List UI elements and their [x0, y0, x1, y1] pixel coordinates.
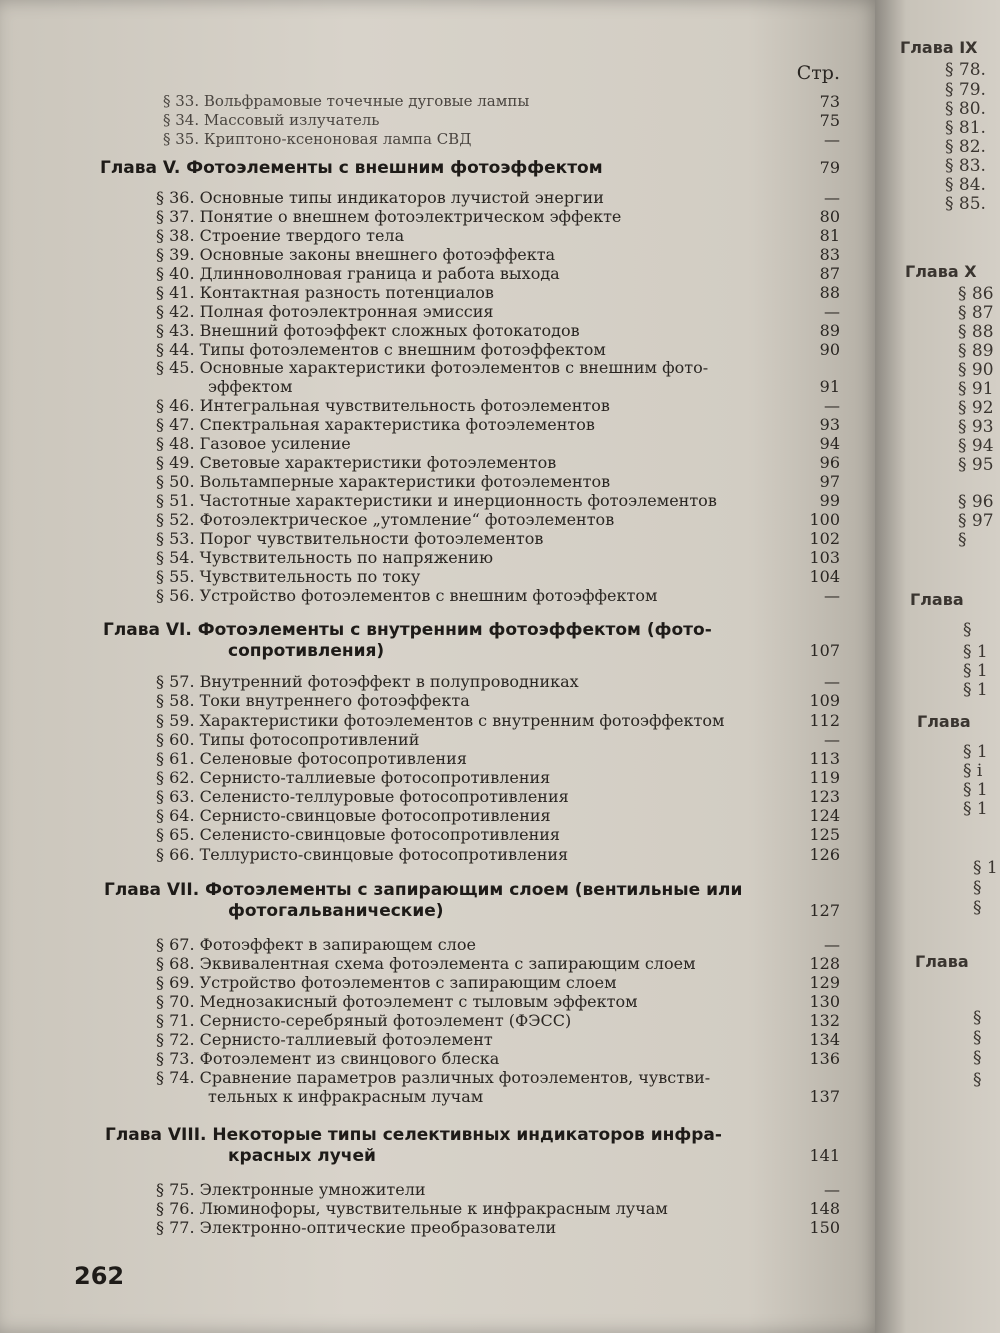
- toc-entry: § 43. Внешний фотоэффект сложных фотокатодов: [156, 321, 580, 340]
- facing-page-fragment: § 81.: [945, 118, 986, 138]
- facing-page-fragment: § 93: [958, 417, 994, 437]
- toc-page-number: 102: [809, 529, 840, 548]
- toc-page-number: 130: [809, 992, 840, 1011]
- toc-entry: § 39. Основные законы внешнего фотоэффекта: [156, 245, 556, 264]
- toc-chapter-heading: Глава V. Фотоэлементы с внешним фотоэффектом: [100, 158, 603, 178]
- toc-entry: § 69. Устройство фотоэлементов с запирающим слоем: [156, 973, 617, 992]
- toc-entry: § 37. Понятие о внешнем фотоэлектрическом эффекте: [156, 207, 622, 226]
- toc-page-number: 80: [819, 207, 840, 226]
- toc-page-number: 125: [809, 825, 840, 844]
- toc-page-number: —: [824, 396, 840, 415]
- toc-entry: § 53. Порог чувствительности фотоэлементов: [156, 529, 544, 548]
- toc-entry: § 60. Типы фотосопротивлений: [156, 730, 420, 749]
- toc-entry: § 74. Сравнение параметров различных фотоэлементов, чувстви-: [156, 1068, 711, 1087]
- toc-page-number: 137: [809, 1087, 840, 1106]
- facing-page-fragment: § 85.: [945, 194, 986, 214]
- toc-page-number: 134: [809, 1030, 840, 1049]
- facing-page-fragment: § 86: [958, 284, 994, 304]
- toc-page-number: 109: [809, 691, 840, 710]
- toc-page-number: —: [824, 188, 840, 207]
- toc-page-number: 136: [809, 1049, 840, 1068]
- toc-page-number: 129: [809, 973, 840, 992]
- facing-page-fragment: §: [973, 1070, 982, 1090]
- toc-page-number: 91: [819, 377, 840, 396]
- toc-entry: § 68. Эквивалентная схема фотоэлемента с запирающим слоем: [156, 954, 696, 973]
- toc-page-number: 103: [809, 548, 840, 567]
- toc-page-number: 107: [809, 641, 840, 660]
- toc-page-number: —: [824, 672, 840, 691]
- facing-page-fragment: § 80.: [945, 99, 986, 119]
- facing-page-fragment: § i: [963, 761, 983, 781]
- toc-entry: § 56. Устройство фотоэлементов с внешним фотоэффектом: [156, 586, 658, 605]
- toc-entry: § 66. Теллуристо-свинцовые фотосопротивления: [156, 845, 569, 864]
- toc-page-number: 94: [819, 434, 840, 453]
- toc-page-number: 83: [819, 245, 840, 264]
- facing-page-fragment: § 82.: [945, 137, 986, 157]
- facing-page-fragment: § 97: [958, 511, 994, 531]
- toc-chapter-heading: Глава VII. Фотоэлементы с запирающим слоем (вентильные или: [104, 880, 743, 900]
- facing-page-fragment: § 1: [963, 799, 988, 819]
- toc-entry: § 75. Электронные умножители: [156, 1180, 426, 1199]
- facing-page-fragment: §: [973, 898, 982, 918]
- facing-page-fragment: § 91: [958, 379, 994, 399]
- toc-chapter-heading: Глава VIII. Некоторые типы селективных индикаторов инфра-: [105, 1125, 722, 1145]
- toc-entry: тельных к инфракрасным лучам: [208, 1087, 484, 1106]
- facing-page-fragment: § 87: [958, 303, 994, 323]
- toc-entry: § 57. Внутренний фотоэффект в полупроводниках: [156, 672, 579, 691]
- toc-page-number: 113: [809, 749, 840, 768]
- toc-entry: § 33. Вольфрамовые точечные дуговые лампы: [163, 92, 530, 110]
- toc-entry: § 72. Сернисто-таллиевый фотоэлемент: [156, 1030, 493, 1049]
- facing-page-fragment: Глава IX: [900, 38, 978, 57]
- toc-entry: § 44. Типы фотоэлементов с внешним фотоэффектом: [156, 340, 606, 359]
- facing-page-fragment: § 96: [958, 492, 994, 512]
- toc-page-number: —: [824, 302, 840, 321]
- facing-page-fragment: §: [958, 530, 967, 550]
- facing-page-fragment: §: [973, 1048, 982, 1068]
- toc-page-number: 127: [809, 901, 840, 920]
- toc-entry: § 61. Селеновые фотосопротивления: [156, 749, 467, 768]
- toc-entry: эффектом: [208, 377, 293, 396]
- facing-page-fragment: Глава: [915, 952, 969, 971]
- toc-entry: § 35. Криптоно-ксеноновая лампа СВД: [163, 130, 472, 148]
- toc-entry: § 63. Селенисто-теллуровые фотосопротивления: [156, 787, 569, 806]
- facing-page-fragment: Глава: [917, 712, 971, 731]
- facing-page-fragment: § 88: [958, 322, 994, 342]
- toc-entry: § 51. Частотные характеристики и инерционность фотоэлементов: [156, 491, 717, 510]
- toc-entry: § 52. Фотоэлектрическое „утомление“ фотоэлементов: [156, 510, 615, 529]
- toc-entry: § 77. Электронно-оптические преобразователи: [156, 1218, 557, 1237]
- facing-page-fragment: §: [963, 620, 972, 640]
- facing-page-fragment: §: [973, 1008, 982, 1028]
- toc-page-number: —: [824, 130, 840, 149]
- facing-page-fragment: § 83.: [945, 156, 986, 176]
- facing-page-fragment: §: [973, 878, 982, 898]
- toc-page-number: —: [824, 1180, 840, 1199]
- toc-entry: § 40. Длинноволновая граница и работа выхода: [156, 264, 560, 283]
- toc-page-number: 93: [819, 415, 840, 434]
- toc-page-number: 88: [819, 283, 840, 302]
- toc-page-number: —: [824, 730, 840, 749]
- toc-page-number: 148: [809, 1199, 840, 1218]
- facing-page-fragment: § 90: [958, 360, 994, 380]
- toc-entry: § 73. Фотоэлемент из свинцового блеска: [156, 1049, 500, 1068]
- toc-page-number: 132: [809, 1011, 840, 1030]
- page-folio: 262: [74, 1262, 125, 1290]
- toc-entry: § 45. Основные характеристики фотоэлементов с внешним фото-: [156, 358, 709, 377]
- toc-entry: § 34. Массовый излучатель: [163, 111, 380, 129]
- toc-entry: § 64. Сернисто-свинцовые фотосопротивления: [156, 806, 551, 825]
- facing-page-fragment: Глава X: [905, 262, 977, 281]
- toc-entry: § 65. Селенисто-свинцовые фотосопротивления: [156, 825, 561, 844]
- toc-entry: § 55. Чувствительность по току: [156, 567, 421, 586]
- pages-column-header: Стр.: [796, 62, 840, 84]
- toc-page-number: 126: [809, 845, 840, 864]
- facing-page-fragment: § 1: [973, 858, 998, 878]
- facing-page-fragment: §: [973, 1028, 982, 1048]
- toc-entry: § 62. Сернисто-таллиевые фотосопротивления: [156, 768, 551, 787]
- facing-page-fragment: § 1: [963, 661, 988, 681]
- toc-entry: § 58. Токи внутреннего фотоэффекта: [156, 691, 470, 710]
- facing-page-fragment: Глава: [910, 590, 964, 609]
- toc-page-number: 81: [819, 226, 840, 245]
- toc-page-number: 90: [819, 340, 840, 359]
- toc-page-number: 124: [809, 806, 840, 825]
- toc-page-number: 119: [809, 768, 840, 787]
- toc-page-number: 97: [819, 472, 840, 491]
- toc-page-number: 150: [809, 1218, 840, 1237]
- facing-page: [875, 0, 1000, 1333]
- facing-page-fragment: § 1: [963, 742, 988, 762]
- toc-page-number: 100: [809, 510, 840, 529]
- facing-page-fragment: § 78.: [945, 60, 986, 80]
- toc-chapter-heading: Глава VI. Фотоэлементы с внутренним фотоэффектом (фото-: [103, 620, 712, 640]
- toc-entry: § 38. Строение твердого тела: [156, 226, 405, 245]
- facing-page-fragment: § 1: [963, 680, 988, 700]
- toc-entry: § 41. Контактная разность потенциалов: [156, 283, 494, 302]
- toc-page-number: 96: [819, 453, 840, 472]
- toc-page-number: 99: [819, 491, 840, 510]
- toc-entry: § 46. Интегральная чувствительность фотоэлементов: [156, 396, 610, 415]
- toc-entry: § 47. Спектральная характеристика фотоэлементов: [156, 415, 595, 434]
- toc-entry: § 59. Характеристики фотоэлементов с внутренним фотоэффектом: [156, 711, 725, 730]
- toc-page-number: —: [824, 935, 840, 954]
- toc-entry: § 42. Полная фотоэлектронная эмиссия: [156, 302, 494, 321]
- facing-page-fragment: § 1: [963, 642, 988, 662]
- toc-entry: § 54. Чувствительность по напряжению: [156, 548, 494, 567]
- toc-page-number: 89: [819, 321, 840, 340]
- facing-page-fragment: § 94: [958, 436, 994, 456]
- facing-page-fragment: § 95: [958, 455, 994, 475]
- toc-chapter-heading: красных лучей: [228, 1146, 376, 1166]
- facing-page-fragment: § 1: [963, 780, 988, 800]
- toc-entry: § 70. Меднозакисный фотоэлемент с тыловым эффектом: [156, 992, 638, 1011]
- toc-entry: § 49. Световые характеристики фотоэлементов: [156, 453, 557, 472]
- toc-entry: § 50. Вольтамперные характеристики фотоэлементов: [156, 472, 611, 491]
- facing-page-fragment: § 79.: [945, 80, 986, 100]
- toc-page-number: 128: [809, 954, 840, 973]
- toc-chapter-heading: сопротивления): [228, 641, 385, 661]
- toc-entry: § 67. Фотоэффект в запирающем слое: [156, 935, 476, 954]
- toc-page-number: 73: [819, 92, 840, 111]
- toc-page-number: 104: [809, 567, 840, 586]
- toc-page-number: 75: [819, 111, 840, 130]
- facing-page-fragment: § 89: [958, 341, 994, 361]
- toc-page-number: —: [824, 586, 840, 605]
- toc-entry: § 71. Сернисто-серебряный фотоэлемент (ФЭСС): [156, 1011, 572, 1030]
- toc-page-number: 123: [809, 787, 840, 806]
- toc-page-number: 141: [809, 1146, 840, 1165]
- toc-chapter-heading: фотогальванические): [228, 901, 444, 921]
- toc-page-number: 112: [809, 711, 840, 730]
- toc-page-number: 87: [819, 264, 840, 283]
- toc-entry: § 48. Газовое усиление: [156, 434, 351, 453]
- facing-page-fragment: § 84.: [945, 175, 986, 195]
- toc-entry: § 36. Основные типы индикаторов лучистой энергии: [156, 188, 604, 207]
- facing-page-fragment: § 92: [958, 398, 994, 418]
- toc-entry: § 76. Люминофоры, чувствительные к инфракрасным лучам: [156, 1199, 668, 1218]
- toc-page-number: 79: [819, 158, 840, 177]
